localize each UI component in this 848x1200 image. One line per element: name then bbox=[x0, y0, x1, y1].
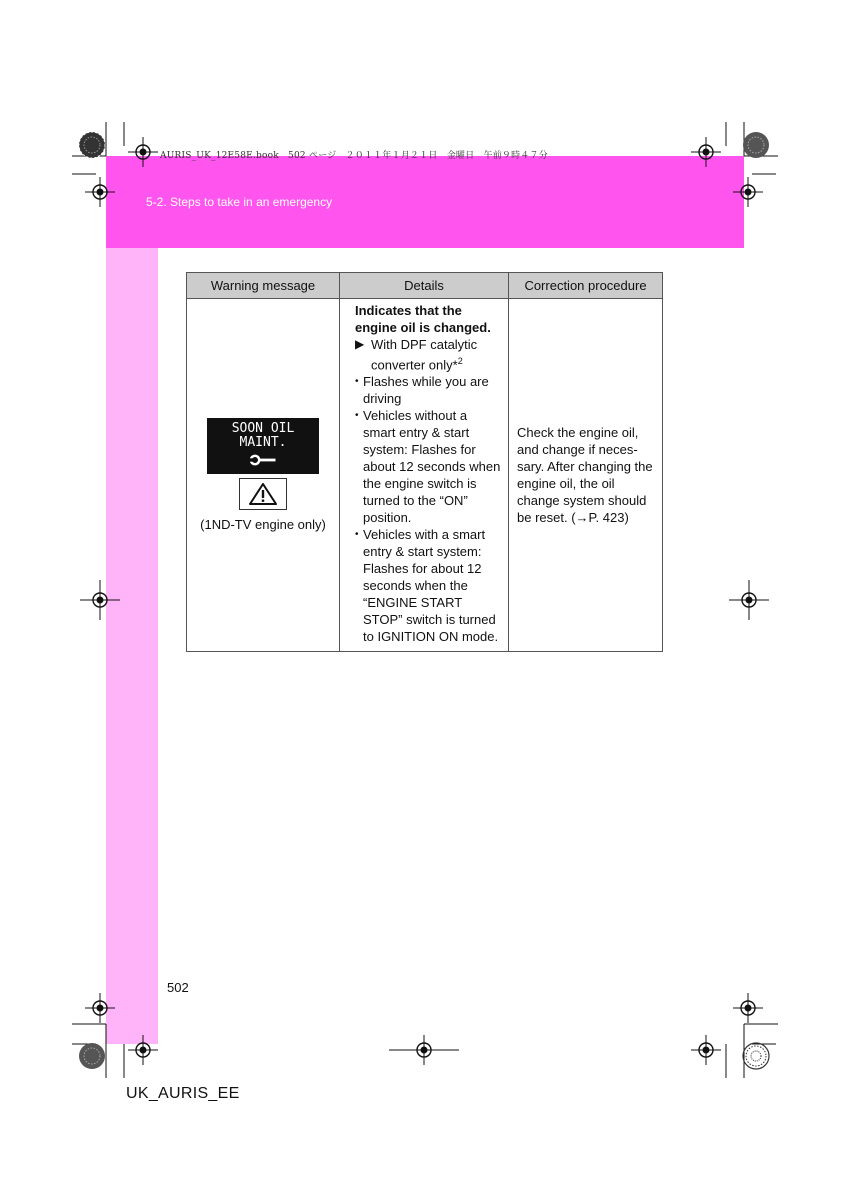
caution-indicator bbox=[239, 478, 287, 510]
registration-mark-icon bbox=[733, 177, 763, 207]
registration-mark-icon bbox=[128, 1035, 158, 1065]
file-header-text: AURIS_UK_12E58E.book 502 ページ ２０１１年１月２１日 金曜日 午前９時４７分 bbox=[160, 151, 548, 161]
warning-message-table bbox=[186, 272, 663, 652]
warning-message-cell bbox=[187, 299, 340, 652]
correction-text: Check the engine oil, and change if neces-sary. After changing the engine oil, the oil change system should be reset. ( bbox=[517, 425, 653, 526]
multi-info-display bbox=[207, 418, 319, 474]
page-number: 502 bbox=[167, 980, 189, 995]
section-title: 5-2. Steps to take in an emergency bbox=[146, 195, 333, 209]
color-target-icon bbox=[741, 1041, 771, 1071]
table-header-row bbox=[187, 273, 663, 299]
registration-mark-icon bbox=[389, 1035, 459, 1065]
registration-mark-icon bbox=[85, 177, 115, 207]
registration-mark-icon bbox=[691, 137, 721, 167]
footnote-marker: 2 bbox=[457, 356, 463, 366]
correction-cell bbox=[509, 299, 663, 652]
warning-triangle-icon bbox=[248, 482, 278, 506]
header-correction-procedure: Correction procedure bbox=[509, 273, 663, 299]
color-target-icon bbox=[741, 130, 771, 160]
list-item: • Flashes while you are driving bbox=[355, 373, 502, 407]
registration-mark-icon bbox=[733, 993, 763, 1023]
details-bullet-list bbox=[355, 373, 502, 645]
side-thumb-band bbox=[106, 248, 158, 1044]
arrow-item-text: With DPF catalytic converter only* bbox=[371, 337, 478, 373]
display-text-line2: MAINT. bbox=[239, 434, 287, 450]
table-row bbox=[187, 299, 663, 652]
footer-code: UK_AURIS_EE bbox=[126, 1085, 240, 1102]
registration-mark-icon bbox=[80, 580, 120, 620]
color-target-icon bbox=[77, 1041, 107, 1071]
page-reference-link[interactable]: P. 423) bbox=[588, 510, 629, 526]
list-item: • Vehicles without a smart entry & start system: Flashes for about 12 seconds when the engine switch is turned to the “ON” position. bbox=[355, 407, 502, 526]
registration-mark-icon bbox=[729, 580, 769, 620]
display-text-line1: SOON OIL bbox=[231, 420, 295, 436]
message-caption: (1ND-TV engine only) bbox=[200, 516, 326, 532]
color-target-icon bbox=[77, 130, 107, 160]
registration-mark-icon bbox=[691, 1035, 721, 1065]
triangle-bullet-icon: ▶ bbox=[355, 337, 365, 351]
reference-arrow: → bbox=[575, 510, 589, 526]
details-heading: Indicates that the engine oil is changed. bbox=[355, 303, 491, 335]
wrench-icon bbox=[250, 453, 276, 467]
list-item: • Vehicles with a smart entry & start system: Flashes for about 12 seconds when the “ENGINE START STOP” switch is turned to IGNITION ON mode. bbox=[355, 526, 502, 645]
header-details: Details bbox=[340, 273, 509, 299]
registration-mark-icon bbox=[85, 993, 115, 1023]
arrow-item bbox=[355, 336, 502, 373]
details-cell bbox=[340, 299, 509, 652]
registration-mark-icon bbox=[128, 137, 158, 167]
header-warning-message: Warning message bbox=[187, 273, 340, 299]
